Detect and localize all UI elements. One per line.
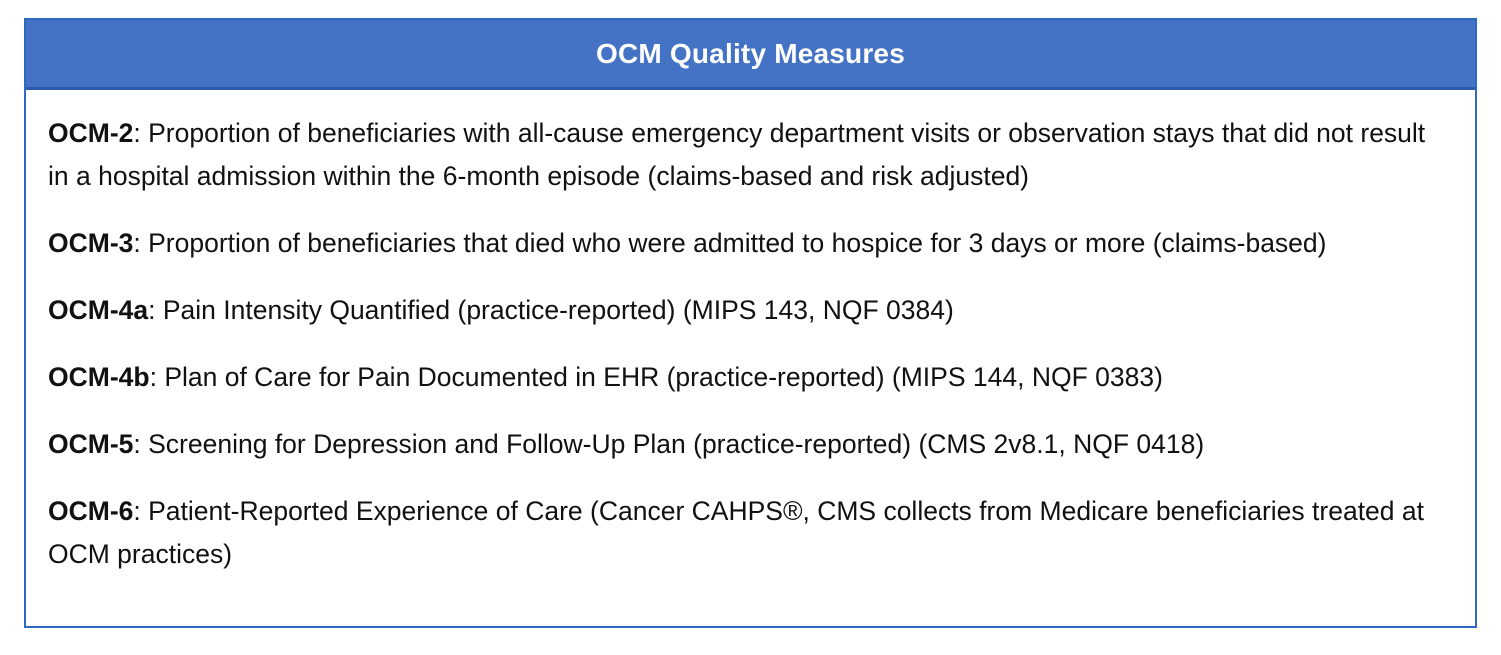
measure-item-ocm-4b: OCM-4b: Plan of Care for Pain Documented in EHR (practice-reported) (MIPS 144, NQF 0383): [48, 362, 1163, 392]
measure-description: Proportion of beneficiaries that died who were admitted to hospice for 3 days or more (claims-based): [148, 228, 1327, 258]
measure-code: OCM-2: [48, 118, 134, 148]
measures-list: [26, 90, 1475, 576]
panel-header: [26, 20, 1475, 90]
measure-item-ocm-6: OCM-6: Patient-Reported Experience of Care (Cancer CAHPS®, CMS collects from Medicare beneficiaries treated at OCM practices): [48, 496, 1424, 569]
panel-title: OCM Quality Measures: [596, 37, 905, 69]
measure-description: Patient-Reported Experience of Care (Cancer CAHPS®, CMS collects from Medicare beneficiaries treated at OCM practices): [48, 496, 1424, 569]
measure-item-ocm-3: OCM-3: Proportion of beneficiaries that died who were admitted to hospice for 3 days or more (claims-based): [48, 228, 1327, 258]
measure-item-ocm-5: OCM-5: Screening for Depression and Follow-Up Plan (practice-reported) (CMS 2v8.1, NQF 0418): [48, 429, 1205, 459]
measure-code: OCM-3: [48, 228, 134, 258]
measure-code: OCM-4b: [48, 362, 150, 392]
measure-item-ocm-2: OCM-2: Proportion of beneficiaries with all-cause emergency department visits or observation stays that did not result in a hospital admission within the 6-month episode (claims-based and risk adjusted): [48, 118, 1426, 191]
measure-description: Plan of Care for Pain Documented in EHR (practice-reported) (MIPS 144, NQF 0383): [164, 362, 1163, 392]
measure-code: OCM-6: [48, 496, 134, 526]
measure-code: OCM-5: [48, 429, 134, 459]
measure-item-ocm-4a: OCM-4a: Pain Intensity Quantified (practice-reported) (MIPS 143, NQF 0384): [48, 295, 954, 325]
measure-code: OCM-4a: [48, 295, 149, 325]
quality-measures-panel: [24, 18, 1477, 628]
measure-description: Proportion of beneficiaries with all-cause emergency department visits or observation stays that did not result in a hospital admission within the 6-month episode (claims-based and risk adjusted): [48, 118, 1426, 191]
measure-description: Screening for Depression and Follow-Up Plan (practice-reported) (CMS 2v8.1, NQF 0418): [148, 429, 1205, 459]
measure-description: Pain Intensity Quantified (practice-reported) (MIPS 143, NQF 0384): [162, 295, 954, 325]
